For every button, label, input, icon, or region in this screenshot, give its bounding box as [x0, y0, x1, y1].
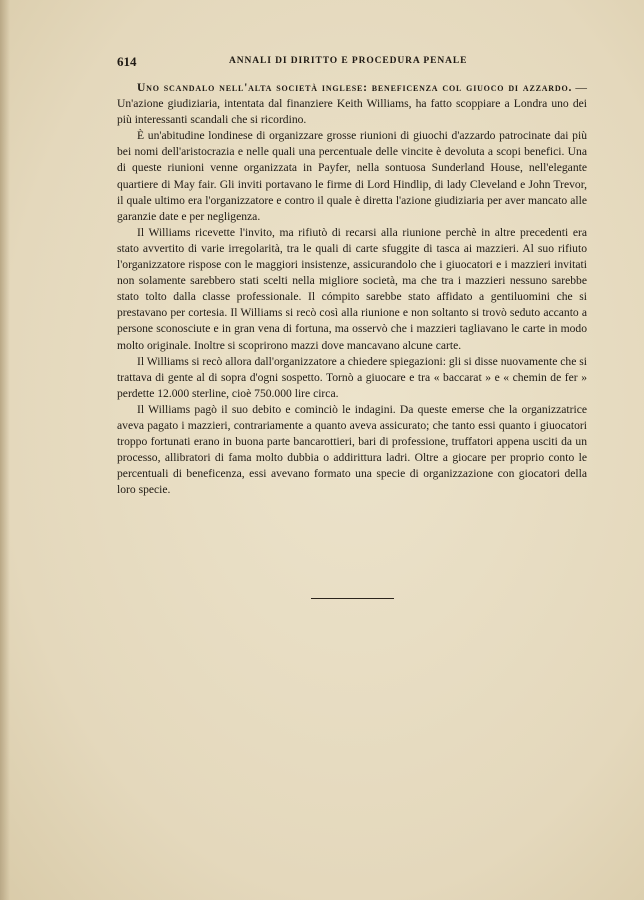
page-number: 614 — [117, 54, 137, 69]
article-paragraph: Il Williams pagò il suo debito e cominciò le indagini. Da queste emerse che la organizzatrice aveva pagato i mazzieri, contrariamente a quanto aveva assicurato; che tanto essi quanto i giuocatori troppo fortunati erano in buona parte bancarottieri, bari di professione, truffatori appena usciti da un processo, allibratori di fama molto dubbia o addirittura ladri. Oltre a giocare per proprio conto le percentuali di beneficenza, essi avevano formato una specie di organizzazione con giocatori della loro specie. — [117, 402, 587, 497]
article-title: Uno scandalo nell'alta società inglese: beneficenza col giuoco di azzardo. — [137, 81, 573, 94]
article-body — [117, 80, 587, 498]
page-edge-shadow — [0, 0, 10, 900]
article-lead-paragraph — [117, 80, 587, 128]
page-header — [117, 54, 587, 72]
article-paragraph: È un'abitudine londinese di organizzare grosse riunioni di giuochi d'azzardo patrocinate dai più bei nomi dell'aristocrazia e nelle quali una percentuale delle vincite è devoluta a scopi benefici. Una di queste riunioni venne organizzata in Payfer, nella sontuosa Sunderland House, nell'elegante quartiere di May fair. Gli inviti portavano le firme di Lord Hindlip, di lady Cleveland e John Trevor, il quale ultimo era l'organizzatore e contro il quale è diretta l'azione giudiziaria per aver mancato alle garanzie date e per negligenza. — [117, 129, 587, 223]
article-paragraph: Il Williams ricevette l'invito, ma rifiutò di recarsi alla riunione perchè in altre precedenti era stato avvertito di varie irregolarità, tra le quali di carte sfuggite di tasca ai mazzieri. Al suo rifiuto l'organizzatore rispose con le maggiori insistenze, assicurandolo che i giuocatori e i mazzieri invitati non solamente sarebbero stati scelti nella migliore società, ma che tra i mazzieri nessuno sarebbe stato tolto dalla classe professionale. Il cómpito sarebbe stato affidato a gentiluomini che si prestavano per cortesia. Il Williams si recò così alla riunione e non soltanto si trovò seduto accanto a persone sconosciute e in gran vena di fortuna, ma osservò che i mazzieri tagliavano le carte in modo molto originale. Inoltre si scoprirono mazzi dove mancavano alcune carte. — [117, 225, 587, 352]
running-head: ANNALI DI DIRITTO E PROCEDURA PENALE — [229, 56, 468, 66]
article-paragraph: Il Williams si recò allora dall'organizzatore a chiedere spiegazioni: gli si disse nuovamente che si trattava di gente al di sopra d'ogni sospetto. Tornò a giuocare e tra « baccarat » e « chemin de fer » perdette 12.000 sterline, cioè 750.000 lire circa. — [117, 354, 587, 400]
article-intro: — Un'azione giudiziaria, intentata dal finanziere Keith Williams, ha fatto scoppiare a Londra uno dei più interessanti scandali che si ricordino. — [117, 81, 587, 127]
section-divider — [311, 598, 394, 599]
